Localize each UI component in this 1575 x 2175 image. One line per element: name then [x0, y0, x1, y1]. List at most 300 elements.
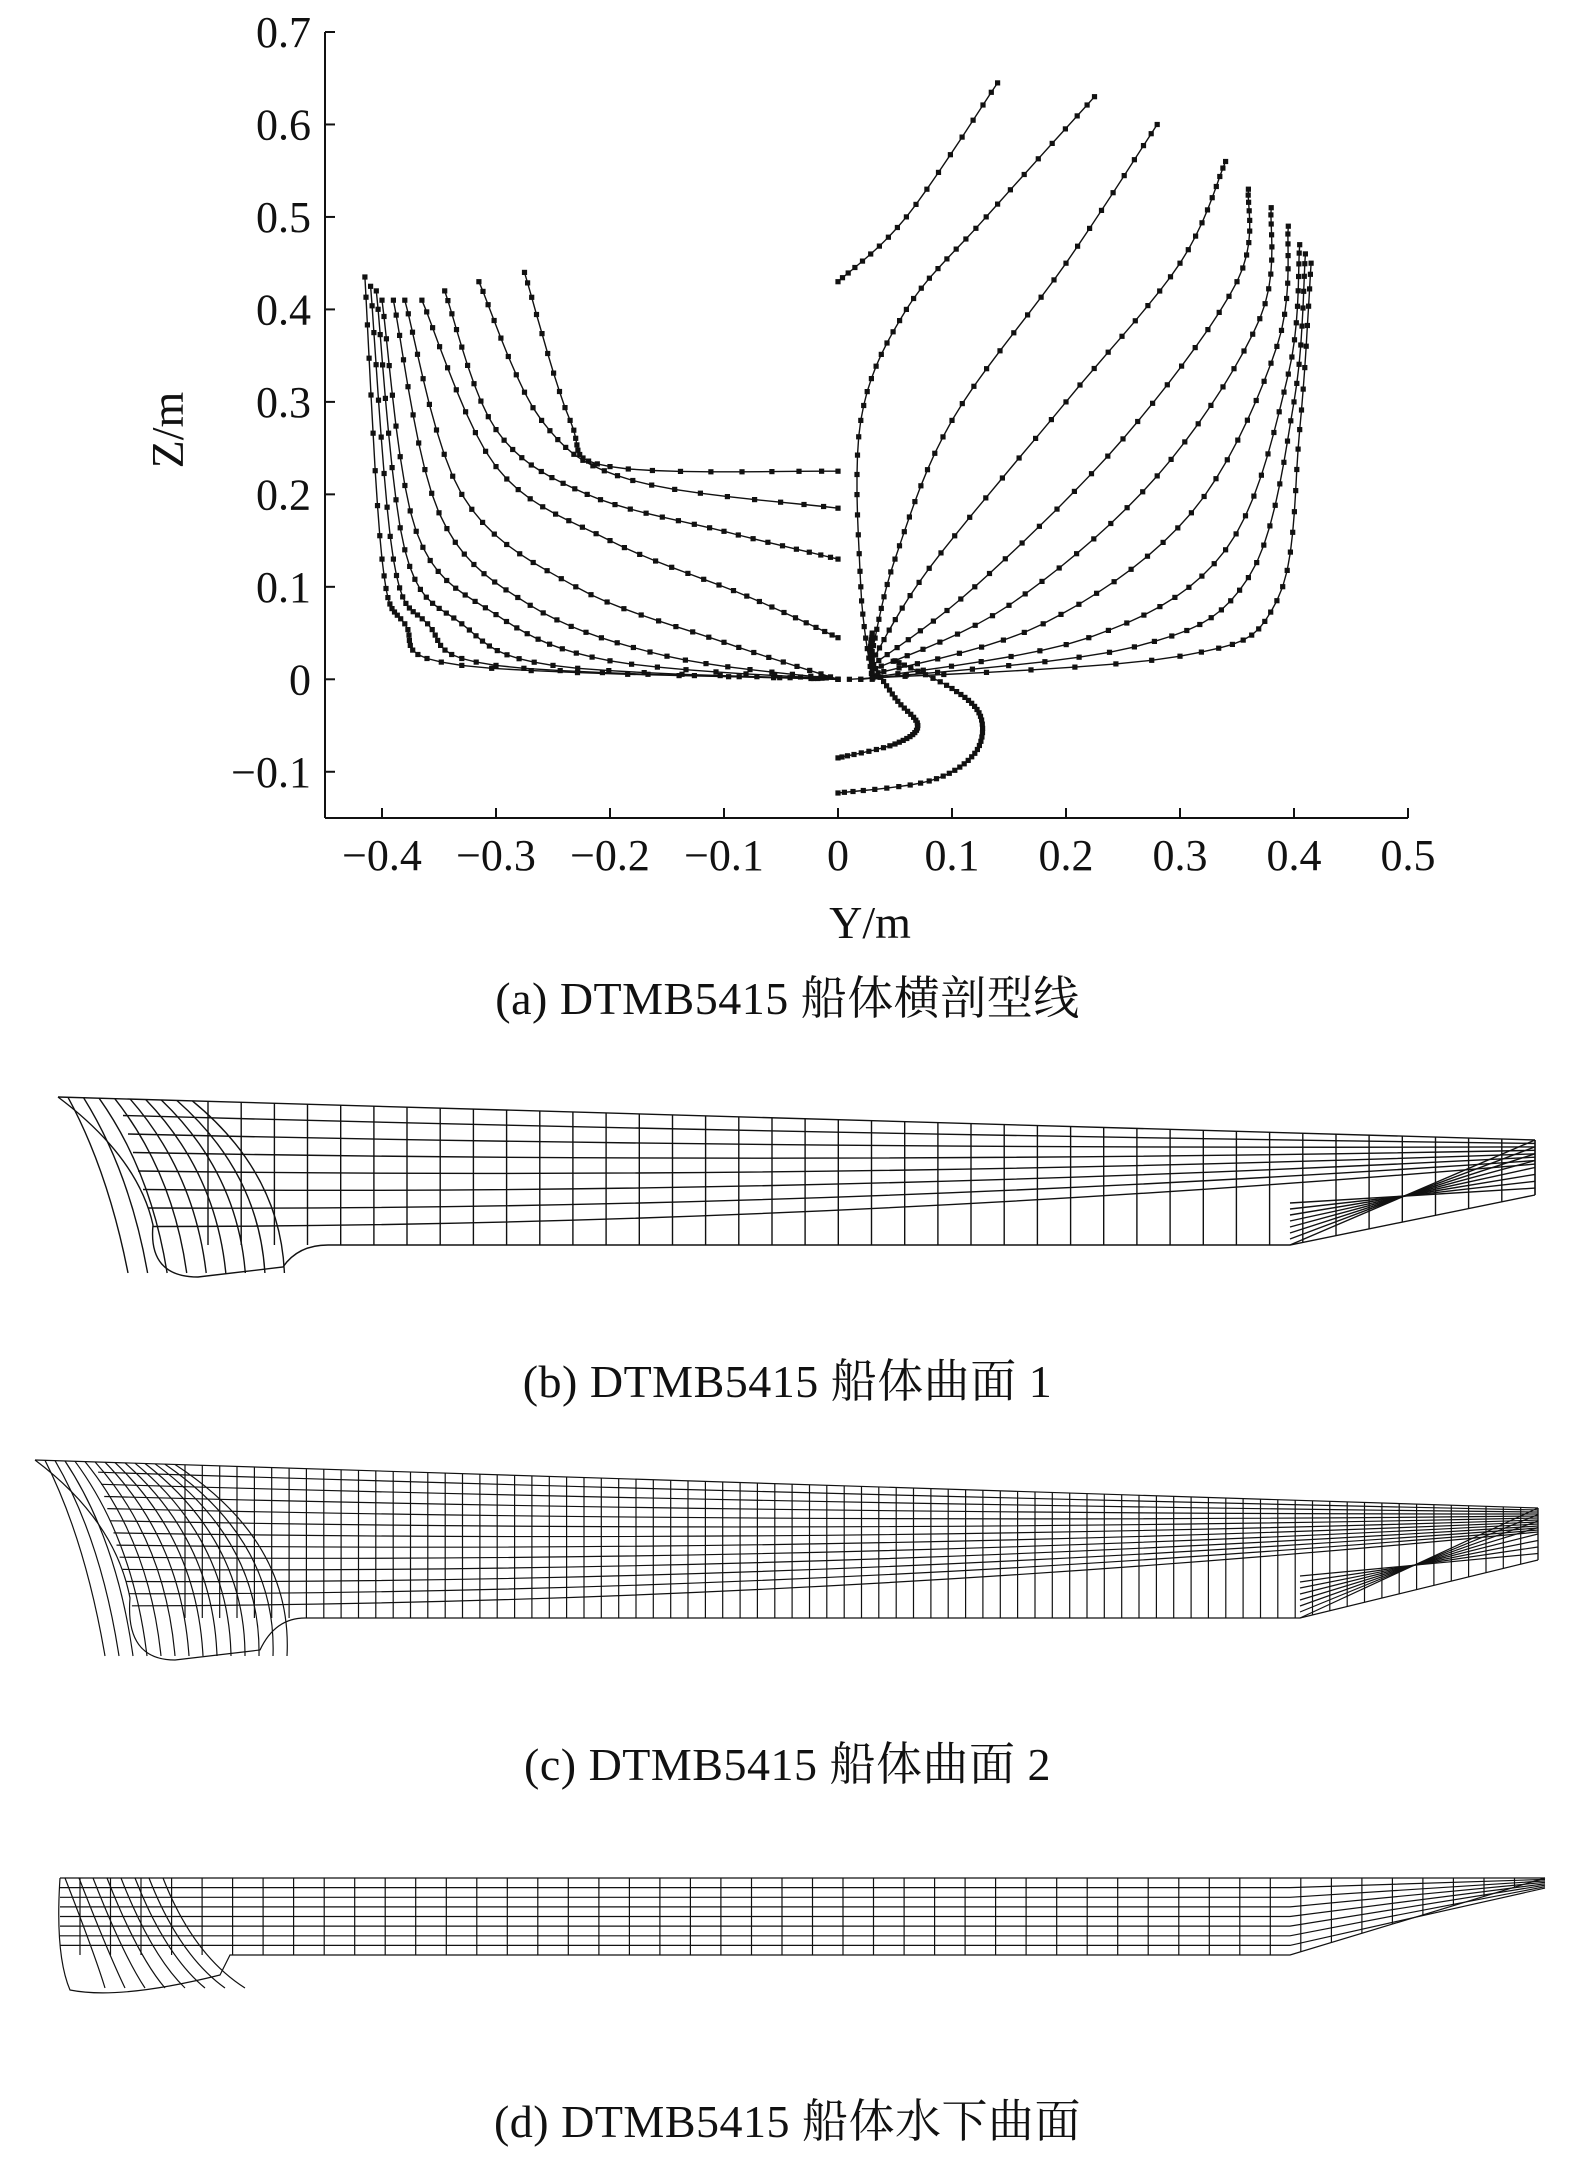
section-point: [725, 664, 730, 669]
section-point: [1263, 301, 1268, 306]
section-point: [859, 750, 864, 755]
section-point: [794, 547, 799, 552]
section-point: [424, 656, 429, 661]
hull-surface-2: [0, 1450, 1575, 1680]
section-point: [1288, 550, 1293, 555]
section-point: [383, 396, 388, 401]
section-point: [454, 387, 459, 392]
section-point: [1297, 362, 1302, 367]
section-point: [879, 664, 884, 669]
section-point: [971, 384, 976, 389]
section-point: [1023, 591, 1028, 596]
section-point: [780, 543, 785, 548]
section-point: [881, 637, 886, 642]
section-point: [1216, 646, 1221, 651]
section-point: [949, 686, 954, 691]
section-point: [1072, 665, 1077, 670]
section-point: [569, 624, 574, 629]
section-point: [876, 658, 881, 663]
section-point: [415, 652, 420, 657]
section-point: [568, 418, 573, 423]
section-point: [407, 638, 412, 643]
section-point: [1284, 296, 1289, 301]
section-point: [887, 628, 892, 633]
section-point: [402, 298, 407, 303]
section-point: [960, 401, 965, 406]
section-point: [368, 392, 373, 397]
section-point: [1217, 310, 1222, 315]
section-point: [387, 363, 392, 368]
section-point: [927, 778, 932, 783]
section-point: [1250, 332, 1255, 337]
section-point: [1228, 598, 1233, 603]
section-point: [495, 648, 500, 653]
section-point: [948, 152, 953, 157]
section-point: [736, 532, 741, 537]
section-point: [420, 616, 425, 621]
section-point: [801, 502, 806, 507]
section-point: [1214, 184, 1219, 189]
section-point: [1042, 659, 1047, 664]
section-point: [769, 469, 774, 474]
section-point: [436, 510, 441, 515]
y-tick-label: 0.4: [256, 285, 311, 335]
section-point: [751, 536, 756, 541]
section-point: [547, 642, 552, 647]
section-point: [1058, 612, 1063, 617]
section-point: [685, 571, 690, 576]
section-point: [571, 428, 576, 433]
section-point: [459, 656, 464, 661]
x-tick-label: 0: [827, 831, 849, 880]
section-point: [1299, 407, 1304, 412]
section-point: [863, 636, 868, 641]
axes: [231, 8, 1435, 880]
section-point: [622, 545, 627, 550]
x-axis-title: Y/m: [829, 897, 911, 948]
section-point: [858, 418, 863, 423]
section-point: [454, 327, 459, 332]
section-point: [637, 552, 642, 557]
section-point: [1050, 141, 1055, 146]
section-point: [405, 627, 410, 632]
y-tick-label: −0.1: [231, 747, 311, 797]
section-point: [427, 402, 432, 407]
section-point: [1281, 390, 1286, 395]
section-point: [1269, 221, 1274, 226]
section-point: [391, 557, 396, 562]
section-point: [960, 135, 965, 140]
section-point: [400, 594, 405, 599]
section-point: [1149, 131, 1154, 136]
section-point: [949, 418, 954, 423]
section-point: [463, 409, 468, 414]
section-point: [368, 284, 373, 289]
section-point: [847, 677, 852, 682]
section-point: [1041, 621, 1046, 626]
section-point: [1271, 430, 1276, 435]
section-point: [486, 302, 491, 307]
section-point: [412, 577, 417, 582]
section-point: [947, 771, 952, 776]
section-point: [1036, 156, 1041, 161]
section-point: [394, 573, 399, 578]
section-point: [1223, 547, 1228, 552]
section-point: [876, 617, 881, 622]
section-point: [808, 676, 813, 681]
section-point: [835, 506, 840, 511]
section-point: [1259, 473, 1264, 478]
section-point: [493, 464, 498, 469]
section-point: [615, 640, 620, 645]
section-point: [938, 679, 943, 684]
section-point: [653, 558, 658, 563]
section-line: [872, 162, 1225, 661]
section-point: [480, 289, 485, 294]
section-point: [607, 464, 612, 469]
section-point: [504, 619, 509, 624]
section-point: [881, 669, 886, 674]
section-point: [1150, 401, 1155, 406]
section-point: [1132, 644, 1137, 649]
section-point: [852, 265, 857, 270]
section-point: [529, 668, 534, 673]
section-point: [1161, 540, 1166, 545]
section-point: [1230, 642, 1235, 647]
section-point: [655, 665, 660, 670]
section-point: [459, 492, 464, 497]
section-point: [995, 80, 1000, 85]
section-point: [920, 647, 925, 652]
section-point: [571, 452, 576, 457]
section-point: [376, 398, 381, 403]
section-point: [1269, 258, 1274, 263]
section-point: [921, 668, 926, 673]
section-point: [970, 667, 975, 672]
x-tick-label: −0.2: [570, 831, 650, 880]
section-point: [902, 663, 907, 668]
y-tick-label: 0: [289, 655, 311, 705]
section-point: [874, 364, 879, 369]
section-point: [1296, 261, 1301, 266]
section-point: [927, 276, 932, 281]
section-point: [893, 617, 898, 622]
section-point: [1223, 159, 1228, 164]
section-point: [504, 476, 509, 481]
section-point: [1219, 607, 1224, 612]
section-point: [453, 540, 458, 545]
section-point: [529, 295, 534, 300]
section-point: [1249, 633, 1254, 638]
section-point: [967, 515, 972, 520]
section-point: [381, 314, 386, 319]
section-point: [931, 619, 936, 624]
section-point: [545, 351, 550, 356]
section-point: [407, 564, 412, 569]
section-point: [944, 608, 949, 613]
section-point: [410, 648, 415, 653]
section-point: [683, 667, 688, 672]
section-point: [506, 354, 511, 359]
section-point: [553, 512, 558, 517]
section-point: [1303, 251, 1308, 256]
section-point: [379, 435, 384, 440]
section-point: [547, 428, 552, 433]
section-point: [467, 627, 472, 632]
section-point: [1268, 272, 1273, 277]
section-point: [480, 520, 485, 525]
section-point: [1077, 382, 1082, 387]
section-point: [504, 542, 509, 547]
section-point: [856, 434, 861, 439]
section-point: [428, 558, 433, 563]
section-point: [932, 451, 937, 456]
section-point: [1186, 247, 1191, 252]
section-point: [1089, 471, 1094, 476]
section-point: [934, 776, 939, 781]
section-point: [769, 604, 774, 609]
section-point: [391, 298, 396, 303]
section-point: [1244, 252, 1249, 257]
section-point: [555, 437, 560, 442]
section-point: [721, 640, 726, 645]
section-point: [752, 497, 757, 502]
section-point: [444, 578, 449, 583]
section-point: [1293, 488, 1298, 493]
section-point: [1087, 226, 1092, 231]
section-point: [408, 643, 413, 648]
section-point: [936, 170, 941, 175]
section-point: [388, 534, 393, 539]
section-point: [1300, 305, 1305, 310]
section-point: [408, 508, 413, 513]
y-tick-label: 0.1: [256, 562, 311, 612]
section-point: [517, 551, 522, 556]
x-tick-label: −0.4: [342, 831, 422, 880]
section-point: [416, 440, 421, 445]
section-point: [406, 311, 411, 316]
section-point: [382, 573, 387, 578]
section-point: [649, 483, 654, 488]
section-point: [486, 414, 491, 419]
section-point: [367, 356, 372, 361]
section-point: [515, 595, 520, 600]
section-point: [954, 689, 959, 694]
section-point: [1000, 475, 1005, 480]
section-point: [726, 674, 731, 679]
section-point: [1286, 253, 1291, 258]
caption-c: (c) DTMB5415 船体曲面 2: [524, 1739, 1051, 1790]
section-point: [995, 202, 1000, 207]
section-point: [594, 531, 599, 536]
section-point: [865, 389, 870, 394]
section-point: [980, 102, 985, 107]
section-point: [885, 582, 890, 587]
section-point: [631, 645, 636, 650]
y-tick-label: 0.2: [256, 470, 311, 520]
section-point: [1240, 265, 1245, 270]
section-point: [590, 463, 595, 468]
section-point: [708, 469, 713, 474]
section-point: [580, 458, 585, 463]
section-point: [385, 505, 390, 510]
section-point: [1306, 304, 1311, 309]
section-point: [1175, 525, 1180, 530]
section-point: [478, 399, 483, 404]
section-point: [984, 670, 989, 675]
section-point: [1279, 328, 1284, 333]
section-point: [963, 236, 968, 241]
section-point: [566, 518, 571, 523]
section-point: [1251, 494, 1256, 499]
section-point: [984, 214, 989, 219]
section-point: [1285, 568, 1290, 573]
section-point: [418, 587, 423, 592]
section-point: [1092, 94, 1097, 99]
section-point: [599, 635, 604, 640]
section-point: [1280, 584, 1285, 589]
section-point: [376, 307, 381, 312]
section-line: [861, 245, 1300, 680]
section-point: [683, 658, 688, 663]
section-point: [425, 621, 430, 626]
section-point: [629, 662, 634, 667]
section-point: [502, 438, 507, 443]
section-point: [588, 592, 593, 597]
section-point: [476, 279, 481, 284]
section-point: [1282, 312, 1287, 317]
section-point: [1243, 513, 1248, 518]
section-point: [434, 427, 439, 432]
section-point: [1169, 457, 1174, 462]
section-point: [1245, 418, 1250, 423]
section-point: [429, 491, 434, 496]
section-line: [872, 189, 1249, 665]
section-point: [877, 645, 882, 650]
section-point: [374, 362, 379, 367]
section-point: [573, 436, 578, 441]
section-point: [473, 599, 478, 604]
section-point: [574, 442, 579, 447]
section-point: [363, 295, 368, 300]
section-point: [493, 612, 498, 617]
section-point: [918, 628, 923, 633]
section-point: [572, 486, 577, 491]
section-point: [879, 606, 884, 611]
section-point: [1246, 193, 1251, 198]
section-point: [574, 651, 579, 656]
section-point: [1231, 366, 1236, 371]
section-point: [435, 638, 440, 643]
section-point: [1308, 272, 1313, 277]
section-point: [938, 550, 943, 555]
section-point: [1296, 447, 1301, 452]
section-point: [895, 225, 900, 230]
section-point: [1177, 654, 1182, 659]
section-point: [908, 782, 913, 787]
section-point: [807, 668, 812, 673]
section-line: [525, 272, 839, 471]
section-point: [459, 345, 464, 350]
section-point: [525, 631, 530, 636]
y-axis-title: Z/m: [142, 391, 193, 469]
section-point: [1225, 457, 1230, 462]
section-point: [436, 569, 441, 574]
section-point: [390, 465, 395, 470]
section-point: [778, 500, 783, 505]
section-point: [519, 455, 524, 460]
section-point: [492, 579, 497, 584]
section-point: [973, 226, 978, 231]
section-point: [503, 587, 508, 592]
section-point: [549, 475, 554, 480]
section-point: [957, 651, 962, 656]
section-point: [397, 333, 402, 338]
section-point: [1108, 521, 1113, 526]
section-point: [1193, 345, 1198, 350]
section-point: [1208, 403, 1213, 408]
section-point: [1309, 261, 1314, 266]
section-point: [393, 497, 398, 502]
section-point: [1051, 277, 1056, 282]
section-point: [1297, 427, 1302, 432]
section-point: [489, 666, 494, 671]
section-point: [563, 445, 568, 450]
section-point: [881, 745, 886, 750]
section-point: [1297, 251, 1302, 256]
section-point: [1285, 281, 1290, 286]
x-tick-label: 0.2: [1038, 831, 1094, 880]
section-point: [835, 557, 840, 562]
section-point: [1006, 663, 1011, 668]
section-point: [1003, 556, 1008, 561]
section-point: [706, 635, 711, 640]
section-point: [382, 471, 387, 476]
section-point: [628, 507, 633, 512]
section-point: [1179, 364, 1184, 369]
section-point: [647, 649, 652, 654]
section-point: [794, 664, 799, 669]
section-point: [835, 279, 840, 284]
section-point: [492, 532, 497, 537]
y-tick-label: 0.6: [256, 100, 311, 150]
section-point: [1202, 494, 1207, 499]
section-point: [493, 427, 498, 432]
section-point: [474, 660, 479, 665]
section-point: [1199, 574, 1204, 579]
section-point: [414, 529, 419, 534]
section-point: [887, 743, 892, 748]
section-point: [437, 606, 442, 611]
section-point: [602, 468, 607, 473]
section-point: [539, 331, 544, 336]
section-point: [1113, 661, 1118, 666]
section-point: [1057, 565, 1062, 570]
section-point: [819, 469, 824, 474]
section-point: [866, 749, 871, 754]
section-point: [1262, 379, 1267, 384]
section-point: [868, 251, 873, 256]
section-point: [669, 565, 674, 570]
section-point: [944, 256, 949, 261]
section-point: [598, 497, 603, 502]
section-point: [449, 652, 454, 657]
section-point: [1226, 294, 1231, 299]
section-point: [1140, 489, 1145, 494]
section-point: [1184, 628, 1189, 633]
section-point: [1193, 234, 1198, 239]
section-point: [419, 298, 424, 303]
